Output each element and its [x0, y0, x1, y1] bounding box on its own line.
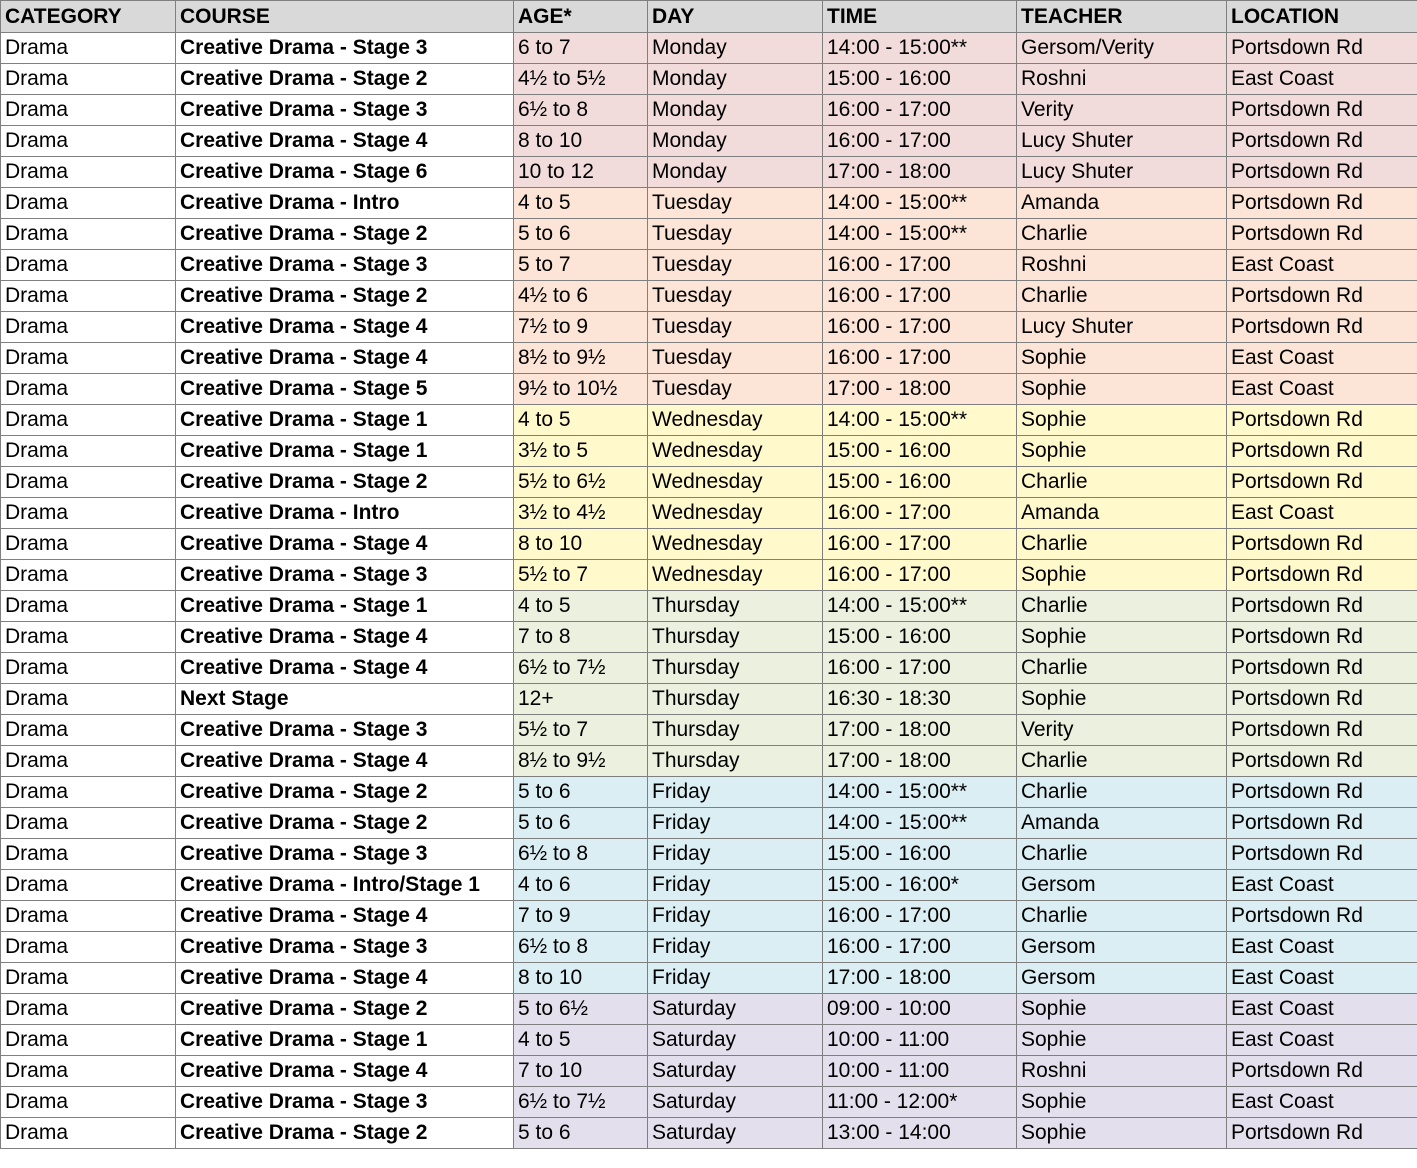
cell-teacher[interactable]: Amanda [1017, 188, 1227, 219]
table-row [1, 250, 1417, 281]
cell-category[interactable]: Drama [1, 1056, 176, 1087]
cell-location[interactable]: Portsdown Rd [1227, 157, 1417, 188]
cell-teacher[interactable]: Charlie [1017, 281, 1227, 312]
cell-location[interactable]: Portsdown Rd [1227, 591, 1417, 622]
cell-location[interactable]: East Coast [1227, 932, 1417, 963]
cell-day[interactable]: Tuesday [648, 250, 823, 281]
cell-day[interactable]: Tuesday [648, 312, 823, 343]
cell-age[interactable]: 8½ to 9½ [514, 746, 648, 777]
cell-time[interactable]: 17:00 - 18:00 [823, 374, 1017, 405]
cell-day[interactable]: Friday [648, 963, 823, 994]
cell-age[interactable]: 5 to 6 [514, 1118, 648, 1149]
cell-category[interactable]: Drama [1, 312, 176, 343]
cell-age[interactable]: 3½ to 5 [514, 436, 648, 467]
cell-time[interactable]: 16:00 - 17:00 [823, 560, 1017, 591]
table-row [1, 932, 1417, 963]
table-row [1, 746, 1417, 777]
cell-time[interactable]: 15:00 - 16:00 [823, 622, 1017, 653]
cell-age[interactable]: 8 to 10 [514, 963, 648, 994]
cell-teacher[interactable]: Sophie [1017, 343, 1227, 374]
cell-teacher[interactable]: Verity [1017, 715, 1227, 746]
cell-category[interactable]: Drama [1, 653, 176, 684]
cell-category[interactable]: Drama [1, 343, 176, 374]
table-row [1, 188, 1417, 219]
cell-course[interactable]: Creative Drama - Intro/Stage 1 [176, 870, 514, 901]
cell-time[interactable]: 15:00 - 16:00 [823, 64, 1017, 95]
cell-time[interactable]: 16:00 - 17:00 [823, 901, 1017, 932]
table-row [1, 1056, 1417, 1087]
header-teacher[interactable]: TEACHER [1017, 1, 1227, 33]
cell-category[interactable]: Drama [1, 932, 176, 963]
cell-day[interactable]: Thursday [648, 591, 823, 622]
table-row [1, 684, 1417, 715]
cell-course[interactable]: Creative Drama - Stage 4 [176, 622, 514, 653]
cell-time[interactable]: 16:00 - 17:00 [823, 343, 1017, 374]
table-row [1, 839, 1417, 870]
cell-location[interactable]: East Coast [1227, 1025, 1417, 1056]
cell-time[interactable]: 14:00 - 15:00** [823, 219, 1017, 250]
cell-course[interactable]: Creative Drama - Stage 3 [176, 839, 514, 870]
cell-course[interactable]: Creative Drama - Stage 1 [176, 405, 514, 436]
cell-time[interactable]: 14:00 - 15:00** [823, 777, 1017, 808]
cell-day[interactable]: Saturday [648, 1025, 823, 1056]
cell-day[interactable]: Wednesday [648, 436, 823, 467]
cell-location[interactable]: Portsdown Rd [1227, 777, 1417, 808]
cell-time[interactable]: 16:00 - 17:00 [823, 498, 1017, 529]
cell-category[interactable]: Drama [1, 219, 176, 250]
cell-time[interactable]: 16:00 - 17:00 [823, 250, 1017, 281]
cell-course[interactable]: Creative Drama - Stage 2 [176, 281, 514, 312]
table-row [1, 157, 1417, 188]
table-row [1, 436, 1417, 467]
cell-age[interactable]: 12+ [514, 684, 648, 715]
cell-age[interactable]: 6½ to 8 [514, 932, 648, 963]
cell-teacher[interactable]: Sophie [1017, 436, 1227, 467]
cell-location[interactable]: East Coast [1227, 963, 1417, 994]
cell-category[interactable]: Drama [1, 715, 176, 746]
cell-course[interactable]: Creative Drama - Stage 3 [176, 95, 514, 126]
cell-age[interactable]: 6 to 7 [514, 33, 648, 64]
cell-time[interactable]: 15:00 - 16:00 [823, 839, 1017, 870]
cell-age[interactable]: 8½ to 9½ [514, 343, 648, 374]
cell-location[interactable]: Portsdown Rd [1227, 95, 1417, 126]
table-row [1, 467, 1417, 498]
cell-course[interactable]: Creative Drama - Stage 2 [176, 994, 514, 1025]
cell-day[interactable]: Monday [648, 126, 823, 157]
cell-time[interactable]: 14:00 - 15:00** [823, 808, 1017, 839]
cell-course[interactable]: Creative Drama - Stage 3 [176, 33, 514, 64]
cell-time[interactable]: 17:00 - 18:00 [823, 963, 1017, 994]
cell-category[interactable]: Drama [1, 994, 176, 1025]
cell-age[interactable]: 5½ to 7 [514, 715, 648, 746]
header-row [1, 1, 1417, 33]
cell-teacher[interactable]: Charlie [1017, 467, 1227, 498]
cell-course[interactable]: Creative Drama - Stage 4 [176, 746, 514, 777]
cell-day[interactable]: Friday [648, 901, 823, 932]
header-day[interactable]: DAY [648, 1, 823, 33]
cell-time[interactable]: 16:00 - 17:00 [823, 932, 1017, 963]
cell-category[interactable]: Drama [1, 33, 176, 64]
cell-day[interactable]: Thursday [648, 715, 823, 746]
cell-teacher[interactable]: Roshni [1017, 64, 1227, 95]
cell-day[interactable]: Tuesday [648, 374, 823, 405]
cell-teacher[interactable]: Sophie [1017, 560, 1227, 591]
cell-location[interactable]: Portsdown Rd [1227, 715, 1417, 746]
cell-age[interactable]: 5½ to 6½ [514, 467, 648, 498]
header-time[interactable]: TIME [823, 1, 1017, 33]
cell-age[interactable]: 5 to 6½ [514, 994, 648, 1025]
cell-age[interactable]: 5 to 7 [514, 250, 648, 281]
cell-category[interactable]: Drama [1, 591, 176, 622]
table-row [1, 126, 1417, 157]
table-row [1, 963, 1417, 994]
cell-category[interactable]: Drama [1, 839, 176, 870]
cell-course[interactable]: Creative Drama - Intro [176, 498, 514, 529]
cell-teacher[interactable]: Sophie [1017, 374, 1227, 405]
cell-category[interactable]: Drama [1, 157, 176, 188]
cell-time[interactable]: 16:00 - 17:00 [823, 529, 1017, 560]
table-row [1, 312, 1417, 343]
cell-course[interactable]: Creative Drama - Stage 2 [176, 777, 514, 808]
cell-time[interactable]: 10:00 - 11:00 [823, 1056, 1017, 1087]
cell-location[interactable]: East Coast [1227, 343, 1417, 374]
cell-teacher[interactable]: Amanda [1017, 498, 1227, 529]
cell-time[interactable]: 16:00 - 17:00 [823, 95, 1017, 126]
cell-day[interactable]: Friday [648, 777, 823, 808]
cell-age[interactable]: 8 to 10 [514, 126, 648, 157]
table-body [1, 33, 1417, 1149]
cell-location[interactable]: East Coast [1227, 870, 1417, 901]
table-row [1, 653, 1417, 684]
cell-day[interactable]: Thursday [648, 684, 823, 715]
cell-teacher[interactable]: Charlie [1017, 529, 1227, 560]
cell-category[interactable]: Drama [1, 281, 176, 312]
cell-age[interactable]: 6½ to 8 [514, 95, 648, 126]
cell-age[interactable]: 9½ to 10½ [514, 374, 648, 405]
cell-teacher[interactable]: Sophie [1017, 1025, 1227, 1056]
cell-time[interactable]: 16:00 - 17:00 [823, 653, 1017, 684]
cell-day[interactable]: Friday [648, 808, 823, 839]
cell-location[interactable]: Portsdown Rd [1227, 467, 1417, 498]
cell-teacher[interactable]: Lucy Shuter [1017, 312, 1227, 343]
cell-course[interactable]: Creative Drama - Stage 1 [176, 591, 514, 622]
cell-category[interactable]: Drama [1, 188, 176, 219]
table-row [1, 281, 1417, 312]
cell-age[interactable]: 7 to 10 [514, 1056, 648, 1087]
table-row [1, 808, 1417, 839]
cell-day[interactable]: Saturday [648, 994, 823, 1025]
cell-teacher[interactable]: Sophie [1017, 1087, 1227, 1118]
cell-time[interactable]: 15:00 - 16:00 [823, 436, 1017, 467]
cell-course[interactable]: Creative Drama - Stage 4 [176, 963, 514, 994]
table-header [1, 1, 1417, 33]
cell-teacher[interactable]: Charlie [1017, 591, 1227, 622]
cell-age[interactable]: 4 to 5 [514, 188, 648, 219]
cell-age[interactable]: 7 to 9 [514, 901, 648, 932]
cell-teacher[interactable]: Charlie [1017, 901, 1227, 932]
cell-day[interactable]: Friday [648, 932, 823, 963]
cell-time[interactable]: 14:00 - 15:00** [823, 188, 1017, 219]
cell-teacher[interactable]: Lucy Shuter [1017, 157, 1227, 188]
cell-day[interactable]: Thursday [648, 622, 823, 653]
cell-location[interactable]: Portsdown Rd [1227, 653, 1417, 684]
cell-day[interactable]: Saturday [648, 1118, 823, 1149]
table-row [1, 33, 1417, 64]
cell-course[interactable]: Creative Drama - Stage 4 [176, 1056, 514, 1087]
cell-category[interactable]: Drama [1, 808, 176, 839]
cell-time[interactable]: 14:00 - 15:00** [823, 33, 1017, 64]
cell-category[interactable]: Drama [1, 126, 176, 157]
table-row [1, 870, 1417, 901]
cell-course[interactable]: Creative Drama - Stage 4 [176, 901, 514, 932]
cell-teacher[interactable]: Charlie [1017, 839, 1227, 870]
cell-location[interactable]: Portsdown Rd [1227, 746, 1417, 777]
cell-category[interactable]: Drama [1, 529, 176, 560]
table-row [1, 64, 1417, 95]
cell-category[interactable]: Drama [1, 901, 176, 932]
cell-location[interactable]: Portsdown Rd [1227, 312, 1417, 343]
cell-age[interactable]: 4½ to 5½ [514, 64, 648, 95]
cell-time[interactable]: 17:00 - 18:00 [823, 715, 1017, 746]
cell-teacher[interactable]: Charlie [1017, 777, 1227, 808]
table-row [1, 715, 1417, 746]
cell-location[interactable]: Portsdown Rd [1227, 33, 1417, 64]
cell-teacher[interactable]: Amanda [1017, 808, 1227, 839]
cell-teacher[interactable]: Gersom/Verity [1017, 33, 1227, 64]
cell-day[interactable]: Friday [648, 839, 823, 870]
cell-time[interactable]: 15:00 - 16:00* [823, 870, 1017, 901]
cell-location[interactable]: Portsdown Rd [1227, 436, 1417, 467]
table-row [1, 901, 1417, 932]
cell-teacher[interactable]: Gersom [1017, 963, 1227, 994]
cell-time[interactable]: 16:00 - 17:00 [823, 126, 1017, 157]
cell-location[interactable]: Portsdown Rd [1227, 839, 1417, 870]
cell-day[interactable]: Wednesday [648, 560, 823, 591]
table-row [1, 1025, 1417, 1056]
cell-category[interactable]: Drama [1, 870, 176, 901]
cell-age[interactable]: 3½ to 4½ [514, 498, 648, 529]
cell-time[interactable]: 11:00 - 12:00* [823, 1087, 1017, 1118]
cell-age[interactable]: 6½ to 8 [514, 839, 648, 870]
table-row [1, 1087, 1417, 1118]
cell-age[interactable]: 5 to 6 [514, 219, 648, 250]
cell-category[interactable]: Drama [1, 1118, 176, 1149]
table-row [1, 994, 1417, 1025]
cell-course[interactable]: Creative Drama - Stage 4 [176, 529, 514, 560]
cell-location[interactable]: Portsdown Rd [1227, 188, 1417, 219]
cell-category[interactable]: Drama [1, 405, 176, 436]
table-row [1, 591, 1417, 622]
cell-category[interactable]: Drama [1, 64, 176, 95]
cell-location[interactable]: Portsdown Rd [1227, 560, 1417, 591]
cell-teacher[interactable]: Lucy Shuter [1017, 126, 1227, 157]
cell-course[interactable]: Creative Drama - Stage 4 [176, 653, 514, 684]
cell-location[interactable]: Portsdown Rd [1227, 529, 1417, 560]
cell-category[interactable]: Drama [1, 95, 176, 126]
cell-category[interactable]: Drama [1, 467, 176, 498]
cell-teacher[interactable]: Gersom [1017, 870, 1227, 901]
cell-day[interactable]: Thursday [648, 746, 823, 777]
cell-location[interactable]: Portsdown Rd [1227, 901, 1417, 932]
cell-day[interactable]: Saturday [648, 1087, 823, 1118]
cell-day[interactable]: Wednesday [648, 405, 823, 436]
cell-day[interactable]: Monday [648, 95, 823, 126]
cell-age[interactable]: 4½ to 6 [514, 281, 648, 312]
cell-course[interactable]: Creative Drama - Stage 2 [176, 219, 514, 250]
cell-age[interactable]: 6½ to 7½ [514, 1087, 648, 1118]
cell-age[interactable]: 5 to 6 [514, 777, 648, 808]
table-row [1, 405, 1417, 436]
header-course[interactable]: COURSE [176, 1, 514, 33]
cell-time[interactable]: 09:00 - 10:00 [823, 994, 1017, 1025]
cell-day[interactable]: Wednesday [648, 529, 823, 560]
cell-time[interactable]: 16:00 - 17:00 [823, 281, 1017, 312]
cell-time[interactable]: 16:30 - 18:30 [823, 684, 1017, 715]
cell-course[interactable]: Creative Drama - Stage 5 [176, 374, 514, 405]
table-row [1, 560, 1417, 591]
cell-category[interactable]: Drama [1, 963, 176, 994]
cell-time[interactable]: 13:00 - 14:00 [823, 1118, 1017, 1149]
cell-course[interactable]: Creative Drama - Intro [176, 188, 514, 219]
cell-location[interactable]: East Coast [1227, 250, 1417, 281]
cell-category[interactable]: Drama [1, 1087, 176, 1118]
cell-day[interactable]: Saturday [648, 1056, 823, 1087]
table-row [1, 343, 1417, 374]
cell-course[interactable]: Creative Drama - Stage 3 [176, 560, 514, 591]
cell-time[interactable]: 15:00 - 16:00 [823, 467, 1017, 498]
cell-teacher[interactable]: Gersom [1017, 932, 1227, 963]
cell-age[interactable]: 8 to 10 [514, 529, 648, 560]
cell-course[interactable]: Creative Drama - Stage 2 [176, 467, 514, 498]
cell-location[interactable]: Portsdown Rd [1227, 622, 1417, 653]
cell-course[interactable]: Creative Drama - Stage 4 [176, 343, 514, 374]
cell-day[interactable]: Monday [648, 157, 823, 188]
cell-location[interactable]: East Coast [1227, 994, 1417, 1025]
cell-category[interactable]: Drama [1, 777, 176, 808]
cell-location[interactable]: Portsdown Rd [1227, 684, 1417, 715]
table-row [1, 498, 1417, 529]
cell-day[interactable]: Tuesday [648, 219, 823, 250]
table-row [1, 95, 1417, 126]
cell-course[interactable]: Creative Drama - Stage 3 [176, 250, 514, 281]
cell-teacher[interactable]: Charlie [1017, 219, 1227, 250]
cell-age[interactable]: 6½ to 7½ [514, 653, 648, 684]
cell-course[interactable]: Creative Drama - Stage 1 [176, 436, 514, 467]
cell-category[interactable]: Drama [1, 250, 176, 281]
cell-category[interactable]: Drama [1, 622, 176, 653]
cell-day[interactable]: Tuesday [648, 343, 823, 374]
cell-age[interactable]: 4 to 5 [514, 1025, 648, 1056]
cell-category[interactable]: Drama [1, 1025, 176, 1056]
cell-category[interactable]: Drama [1, 684, 176, 715]
table-row [1, 529, 1417, 560]
cell-course[interactable]: Creative Drama - Stage 2 [176, 808, 514, 839]
cell-day[interactable]: Friday [648, 870, 823, 901]
cell-category[interactable]: Drama [1, 436, 176, 467]
cell-teacher[interactable]: Sophie [1017, 622, 1227, 653]
cell-time[interactable]: 14:00 - 15:00** [823, 591, 1017, 622]
header-location[interactable]: LOCATION [1227, 1, 1417, 33]
cell-teacher[interactable]: Sophie [1017, 994, 1227, 1025]
table-row [1, 374, 1417, 405]
cell-course[interactable]: Creative Drama - Stage 2 [176, 1118, 514, 1149]
cell-category[interactable]: Drama [1, 746, 176, 777]
cell-age[interactable]: 7½ to 9 [514, 312, 648, 343]
cell-day[interactable]: Tuesday [648, 188, 823, 219]
cell-course[interactable]: Creative Drama - Stage 3 [176, 1087, 514, 1118]
cell-time[interactable]: 16:00 - 17:00 [823, 312, 1017, 343]
cell-age[interactable]: 10 to 12 [514, 157, 648, 188]
cell-course[interactable]: Next Stage [176, 684, 514, 715]
cell-location[interactable]: East Coast [1227, 498, 1417, 529]
cell-time[interactable]: 10:00 - 11:00 [823, 1025, 1017, 1056]
cell-teacher[interactable]: Verity [1017, 95, 1227, 126]
cell-course[interactable]: Creative Drama - Stage 6 [176, 157, 514, 188]
table-row [1, 1118, 1417, 1149]
cell-teacher[interactable]: Sophie [1017, 405, 1227, 436]
cell-day[interactable]: Wednesday [648, 498, 823, 529]
cell-course[interactable]: Creative Drama - Stage 3 [176, 715, 514, 746]
cell-category[interactable]: Drama [1, 498, 176, 529]
table-row [1, 622, 1417, 653]
cell-time[interactable]: 17:00 - 18:00 [823, 746, 1017, 777]
cell-category[interactable]: Drama [1, 374, 176, 405]
header-age[interactable]: AGE* [514, 1, 648, 33]
cell-location[interactable]: Portsdown Rd [1227, 405, 1417, 436]
table-row [1, 777, 1417, 808]
cell-location[interactable]: Portsdown Rd [1227, 1118, 1417, 1149]
cell-age[interactable]: 4 to 5 [514, 591, 648, 622]
cell-location[interactable]: East Coast [1227, 1087, 1417, 1118]
cell-course[interactable]: Creative Drama - Stage 4 [176, 126, 514, 157]
cell-course[interactable]: Creative Drama - Stage 2 [176, 64, 514, 95]
cell-location[interactable]: Portsdown Rd [1227, 219, 1417, 250]
cell-time[interactable]: 17:00 - 18:00 [823, 157, 1017, 188]
cell-category[interactable]: Drama [1, 560, 176, 591]
cell-teacher[interactable]: Sophie [1017, 1118, 1227, 1149]
cell-location[interactable]: Portsdown Rd [1227, 126, 1417, 157]
cell-location[interactable]: East Coast [1227, 374, 1417, 405]
cell-course[interactable]: Creative Drama - Stage 3 [176, 932, 514, 963]
cell-teacher[interactable]: Charlie [1017, 746, 1227, 777]
cell-day[interactable]: Monday [648, 64, 823, 95]
cell-location[interactable]: Portsdown Rd [1227, 281, 1417, 312]
cell-teacher[interactable]: Charlie [1017, 653, 1227, 684]
cell-location[interactable]: Portsdown Rd [1227, 1056, 1417, 1087]
cell-day[interactable]: Monday [648, 33, 823, 64]
cell-teacher[interactable]: Roshni [1017, 1056, 1227, 1087]
cell-location[interactable]: East Coast [1227, 64, 1417, 95]
cell-age[interactable]: 7 to 8 [514, 622, 648, 653]
header-category[interactable]: CATEGORY [1, 1, 176, 33]
table-row [1, 219, 1417, 250]
cell-teacher[interactable]: Sophie [1017, 684, 1227, 715]
cell-course[interactable]: Creative Drama - Stage 1 [176, 1025, 514, 1056]
cell-time[interactable]: 14:00 - 15:00** [823, 405, 1017, 436]
cell-age[interactable]: 4 to 6 [514, 870, 648, 901]
cell-age[interactable]: 5 to 6 [514, 808, 648, 839]
cell-teacher[interactable]: Roshni [1017, 250, 1227, 281]
cell-day[interactable]: Thursday [648, 653, 823, 684]
cell-age[interactable]: 5½ to 7 [514, 560, 648, 591]
cell-location[interactable]: Portsdown Rd [1227, 808, 1417, 839]
cell-day[interactable]: Tuesday [648, 281, 823, 312]
cell-course[interactable]: Creative Drama - Stage 4 [176, 312, 514, 343]
cell-day[interactable]: Wednesday [648, 467, 823, 498]
cell-age[interactable]: 4 to 5 [514, 405, 648, 436]
